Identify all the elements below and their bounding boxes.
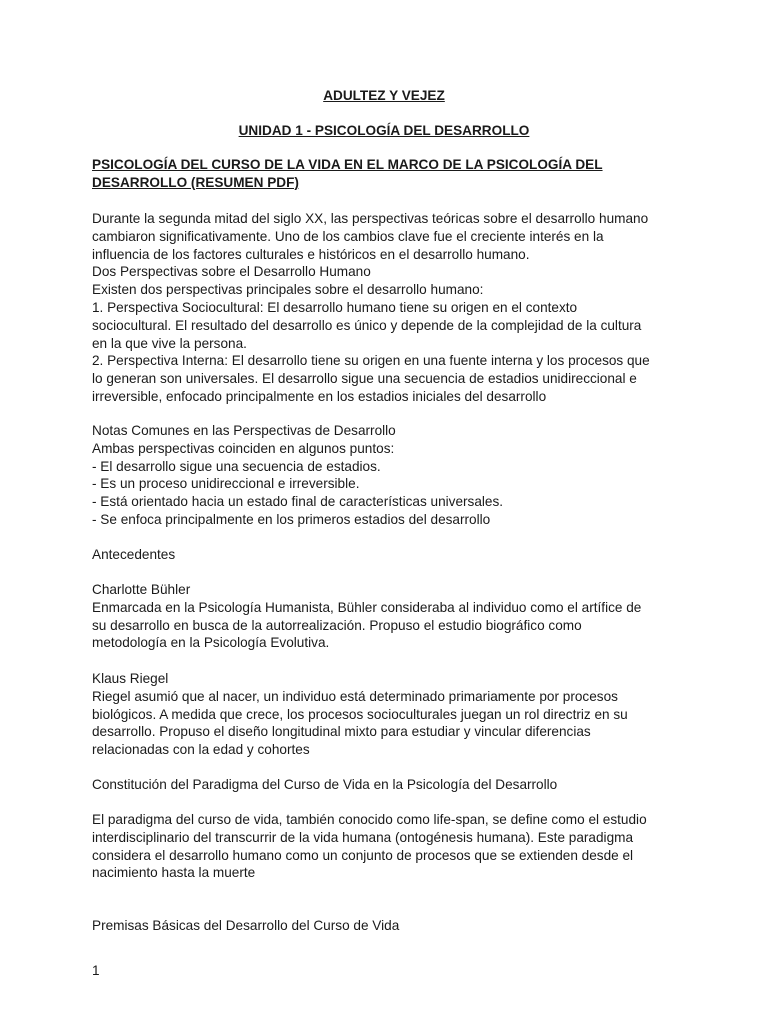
constitution-heading: Constitución del Paradigma del Curso de Vida en la Psicología del Desarrollo: [92, 777, 558, 792]
intro-line: Durante la segunda mitad del siglo XX, las perspectivas teóricas sobre el desarrollo humano: [92, 211, 649, 226]
common-notes: [92, 422, 692, 529]
riegel-line: biológicos. A medida que crece, los procesos socioculturales juegan un rol directriz en su: [92, 706, 628, 722]
paradigm-line: El paradigma del curso de vida, también conocido como life-span, se define como el estudio: [92, 812, 647, 827]
page-number: 1: [92, 963, 100, 978]
section-title: [92, 156, 692, 192]
intro-line: cambiaron significativamente. Uno de los cambios clave fue el creciente interés en la: [92, 228, 604, 244]
common-notes-item: - Es un proceso unidireccional e irreversible.: [92, 476, 360, 492]
riegel-line: relacionadas con la edad y cohortes: [92, 742, 310, 758]
buhler-name: Charlotte Bühler: [92, 582, 191, 597]
unit-title: UNIDAD 1 - PSICOLOGÍA DEL DESARROLLO: [238, 123, 530, 138]
common-notes-item: - Está orientado hacia un estado final de características universales.: [92, 494, 504, 510]
premises-heading: Premisas Básicas del Desarrollo del Curso de Vida: [92, 918, 400, 933]
paradigm-line: interdisciplinario del transcurrir de la vida humana (ontogénesis humana). Este paradigma: [92, 829, 634, 845]
riegel-paragraph: [92, 670, 692, 759]
common-notes-item: - El desarrollo sigue una secuencia de estadios.: [92, 458, 381, 474]
buhler-line: metodología en la Psicología Evolutiva.: [92, 635, 330, 651]
section-title-line-1: PSICOLOGÍA DEL CURSO DE LA VIDA EN EL MARCO DE LA PSICOLOGÍA DEL: [92, 157, 603, 172]
common-notes-heading: Notas Comunes en las Perspectivas de Desarrollo: [92, 423, 396, 438]
riegel-line: Riegel asumió que al nacer, un individuo está determinado primariamente por procesos: [92, 688, 618, 704]
buhler-paragraph: [92, 581, 692, 652]
intro-paragraph: [92, 210, 692, 406]
common-notes-item: - Se enfoca principalmente en los primeros estadios del desarrollo: [92, 511, 491, 527]
common-notes-line: Ambas perspectivas coinciden en algunos puntos:: [92, 440, 395, 456]
intro-line: en la que vive la persona.: [92, 335, 247, 351]
intro-line: lo generan son universales. El desarrollo sigue una secuencia de estadios unidireccional e: [92, 371, 637, 387]
buhler-line: su desarrollo en busca de la autorrealización. Propuso el estudio biográfico como: [92, 617, 582, 633]
section-title-line-2: DESARROLLO (RESUMEN PDF): [92, 174, 299, 190]
paradigm-paragraph: [92, 811, 692, 882]
document-title: ADULTEZ Y VEJEZ: [323, 88, 445, 103]
intro-line: Existen dos perspectivas principales sobre el desarrollo humano:: [92, 282, 484, 298]
perspective-internal: 2. Perspectiva Interna: El desarrollo tiene su origen en una fuente interna y los procesos que: [92, 353, 650, 369]
paradigm-line: considera el desarrollo humano como un conjunto de procesos que se extienden desde el: [92, 847, 634, 863]
paradigm-line: nacimiento hasta la muerte: [92, 865, 256, 881]
riegel-line: desarrollo. Propuso el diseño longitudinal mixto para estudiar y vincular diferencias: [92, 724, 591, 740]
perspective-sociocultural: 1. Perspectiva Sociocultural: El desarrollo humano tiene su origen en el contexto: [92, 299, 578, 315]
riegel-name: Klaus Riegel: [92, 671, 169, 686]
intro-line: sociocultural. El resultado del desarrollo es único y depende de la complejidad de la cultura: [92, 317, 642, 333]
buhler-line: Enmarcada en la Psicología Humanista, Bühler consideraba al individuo como el artífice de: [92, 599, 642, 615]
antecedents-heading: Antecedentes: [92, 547, 176, 562]
perspectives-heading: Dos Perspectivas sobre el Desarrollo Humano: [92, 264, 371, 280]
intro-line: influencia de los factores culturales e históricos en el desarrollo humano.: [92, 246, 530, 262]
intro-line: irreversible, enfocado principalmente en los estadios iniciales del desarrollo: [92, 388, 547, 404]
